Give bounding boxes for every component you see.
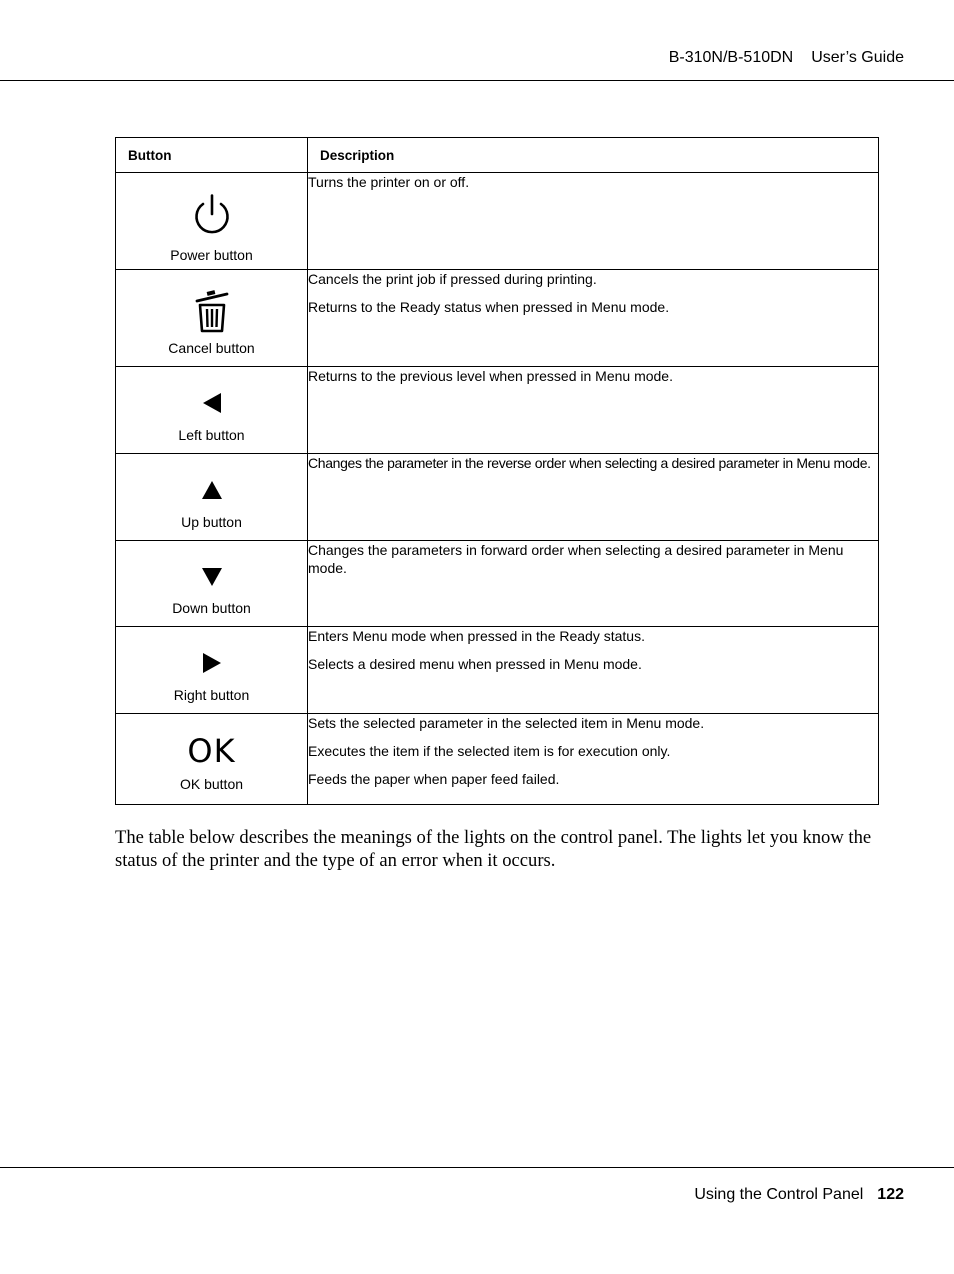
description-text: Selects a desired menu when pressed in Menu mode. <box>308 656 642 672</box>
description-text: Sets the selected parameter in the selected item in Menu mode. <box>308 715 705 731</box>
table-row <box>116 627 879 714</box>
button-table <box>115 137 879 805</box>
arrow-up-icon <box>200 479 224 501</box>
page-footer <box>694 1186 904 1204</box>
description-text: Changes the parameter in the reverse order when selecting a desired parameter in Menu mode. <box>308 455 871 471</box>
ok-icon: OK <box>187 732 236 770</box>
description-text: Enters Menu mode when pressed in the Ready status. <box>308 628 645 644</box>
table-row <box>116 367 879 454</box>
section-title: Using the Control Panel <box>694 1186 864 1203</box>
product-name: B-310N/B-510DN <box>668 49 794 66</box>
description-cell <box>308 270 879 367</box>
description-text: Returns to the previous level when pressed in Menu mode. <box>308 368 673 384</box>
button-label: Cancel button <box>168 340 255 356</box>
trash-icon <box>195 289 229 333</box>
button-cell <box>116 627 308 714</box>
description-cell <box>308 627 879 714</box>
column-header-description: Description <box>308 138 879 173</box>
button-label: Right button <box>173 687 250 703</box>
description-cell <box>308 367 879 454</box>
table-row <box>116 454 879 541</box>
table-row <box>116 270 879 367</box>
column-header-button: Button <box>116 138 308 173</box>
button-label: Power button <box>170 247 253 263</box>
description-cell <box>308 714 879 805</box>
button-cell <box>116 367 308 454</box>
arrow-right-icon <box>201 651 223 675</box>
button-cell <box>116 714 308 805</box>
description-cell <box>308 173 879 270</box>
button-label: Up button <box>181 514 242 530</box>
button-label: Down button <box>172 600 251 616</box>
arrow-down-icon <box>200 566 224 588</box>
button-cell <box>116 454 308 541</box>
button-label: Left button <box>178 427 245 443</box>
body-paragraph: The table below describes the meanings of the lights on the control panel. The lights let you know the status of the printer and the type of an error when it occurs. <box>115 827 872 871</box>
table-row <box>116 714 879 805</box>
arrow-left-icon <box>201 391 223 415</box>
description-text: Feeds the paper when paper feed failed. <box>308 771 560 787</box>
table-row <box>116 541 879 627</box>
button-cell <box>116 173 308 270</box>
guide-title: User’s Guide <box>811 49 904 66</box>
header-rule <box>0 80 954 81</box>
button-cell <box>116 270 308 367</box>
button-label: OK button <box>179 776 244 792</box>
description-text: Returns to the Ready status when pressed in Menu mode. <box>308 299 670 315</box>
description-text: Changes the parameters in forward order when selecting a desired parameter in Menu mode. <box>308 542 844 576</box>
description-cell <box>308 454 879 541</box>
description-text: Cancels the print job if pressed during printing. <box>308 271 597 287</box>
button-cell <box>116 541 308 627</box>
page-number: 122 <box>877 1186 904 1203</box>
table-row <box>116 173 879 270</box>
table-header-row <box>116 138 879 173</box>
description-cell <box>308 541 879 627</box>
power-icon <box>192 194 232 238</box>
description-text: Turns the printer on or off. <box>308 174 470 190</box>
page-header <box>669 49 904 67</box>
description-text: Executes the item if the selected item is for execution only. <box>308 743 671 759</box>
footer-rule <box>0 1167 954 1168</box>
